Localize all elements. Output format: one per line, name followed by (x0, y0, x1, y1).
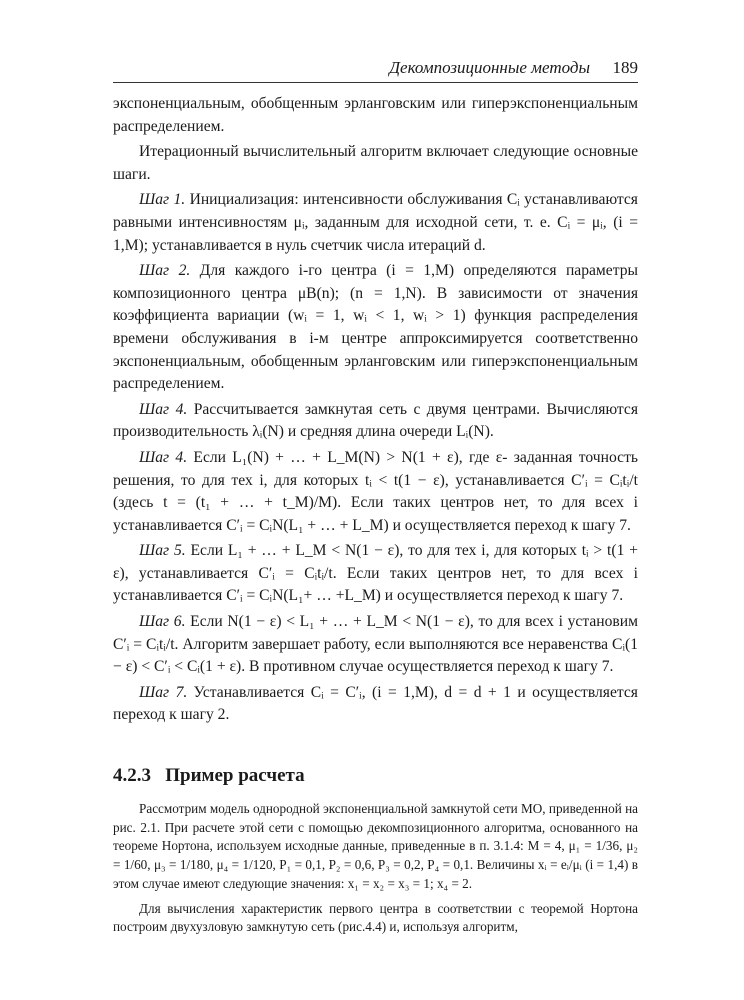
step-6 (113, 611, 638, 679)
step-1-text: Инициализация: интенсивности обслуживания Cᵢ устанавливаются равными интенсивностям μᵢ, заданным для исходной сети, т. е. Cᵢ = μᵢ, (i = 1,M); устанавливается в нуль счетчик числа итераций d. (113, 191, 638, 254)
step-4-label: Шаг 4. (139, 448, 188, 466)
step-1 (113, 189, 638, 257)
step-3-text: Рассчитывается замкнутая сеть с двумя центрами. Вычисляются производительность λᵢ(N) и средняя длина очереди Lᵢ(N). (113, 400, 638, 441)
step-7-label: Шаг 7. (139, 683, 188, 701)
example-text (113, 800, 638, 937)
step-6-text: Если N(1 − ε) < L₁ + … + L_M < N(1 − ε), то для всех i установим C′ᵢ = Cᵢtᵢ/t. Алгоритм завершает работу, если выполняются все неравенства Cᵢ(1 − ε) < C′ᵢ < Cᵢ(1 + ε). В противном случае осуществляется переход к шагу 7. (113, 613, 638, 676)
example-paragraph-1: Рассмотрим модель однородной экспоненциальной замкнутой сети МО, приведенной на рис. 2.1. При расчете этой сети с помощью декомпозиционного алгоритма, основанного на теореме Нортона, используем исходные данные, приведенные в п. 3.1.4: M = 4, μ₁ = 1/36, μ₂ = 1/60, μ₃ = 1/180, μ₄ = 1/120, P₁ = 0,1, P₂ = 0,6, P₃ = 0,2, P₄ = 0,1. Величины xᵢ = eᵢ/μᵢ (i = 1,4) в этом случае имеют следующие значения: x₁ = x₂ = x₃ = 1; x₄ = 2. (113, 801, 638, 891)
step-2-label: Шаг 2. (139, 262, 191, 280)
step-5-label: Шаг 5. (139, 542, 186, 560)
example-paragraph-2: Для вычисления характеристик первого центра в соответствии с теоремой Нортона построим двухузловую замкнутую сеть (рис.4.4) и, используя алгоритм, (113, 900, 638, 935)
step-5-text: Если L₁ + … + L_M < N(1 − ε), то для тех i, для которых tᵢ > t(1 + ε), устанавливается C′ᵢ = Cᵢtᵢ/t. Если таких центров нет, то для всех i устанавливается C′ᵢ = CᵢN(L₁+ … +L_M) и осуществляется переход к шагу 7. (113, 542, 638, 605)
running-header-title: Декомпозиционные методы (389, 58, 590, 77)
step-4 (113, 447, 638, 537)
step-6-label: Шаг 6. (139, 613, 186, 631)
step-5 (113, 540, 638, 608)
step-3 (113, 399, 638, 444)
section-number: 4.2.3 (113, 765, 151, 786)
step-1-label: Шаг 1. (139, 191, 186, 209)
paragraph-intro: Итерационный вычислительный алгоритм включает следующие основные шаги. (113, 143, 638, 183)
step-2-text: Для каждого i-го центра (i = 1,M) определяются параметры композиционного центра μB(n); (n = 1,N). В зависимости от значения коэффициента вариации (wᵢ = 1, wᵢ < 1, wᵢ > 1) функция распределения времени обслуживания в i-м центре аппроксимируется соответственно экспоненциальным, обобщенным эрланговским или гиперэкспоненциальным распределением. (113, 262, 638, 393)
step-4-text: Если L₁(N) + … + L_M(N) > N(1 + ε), где ε- заданная точность решения, то для тех i, для которых tᵢ < t(1 − ε), устанавливается C′ᵢ = Cᵢtᵢ/t (здесь t = (t₁ + … + t_M)/M). Если таких центров нет, то для всех i устанавливается C′ᵢ = CᵢN(L₁ + … + L_M) и осуществляется переход к шагу 7. (113, 448, 638, 534)
step-2 (113, 260, 638, 396)
section-title: Пример расчета (165, 765, 305, 786)
section-heading (113, 765, 305, 787)
main-text (113, 93, 638, 727)
page-number: 189 (612, 58, 638, 77)
step-7 (113, 682, 638, 727)
step-3-label: Шаг 4. (139, 400, 188, 418)
running-header (113, 58, 638, 80)
step-7-text: Устанавливается Cᵢ = C′ᵢ, (i = 1,M), d = d + 1 и осуществляется переход к шагу 2. (113, 683, 638, 724)
header-rule (113, 82, 638, 83)
paragraph-continuation: экспоненциальным, обобщенным эрланговским или гиперэкспоненциальным распределением. (113, 95, 638, 135)
